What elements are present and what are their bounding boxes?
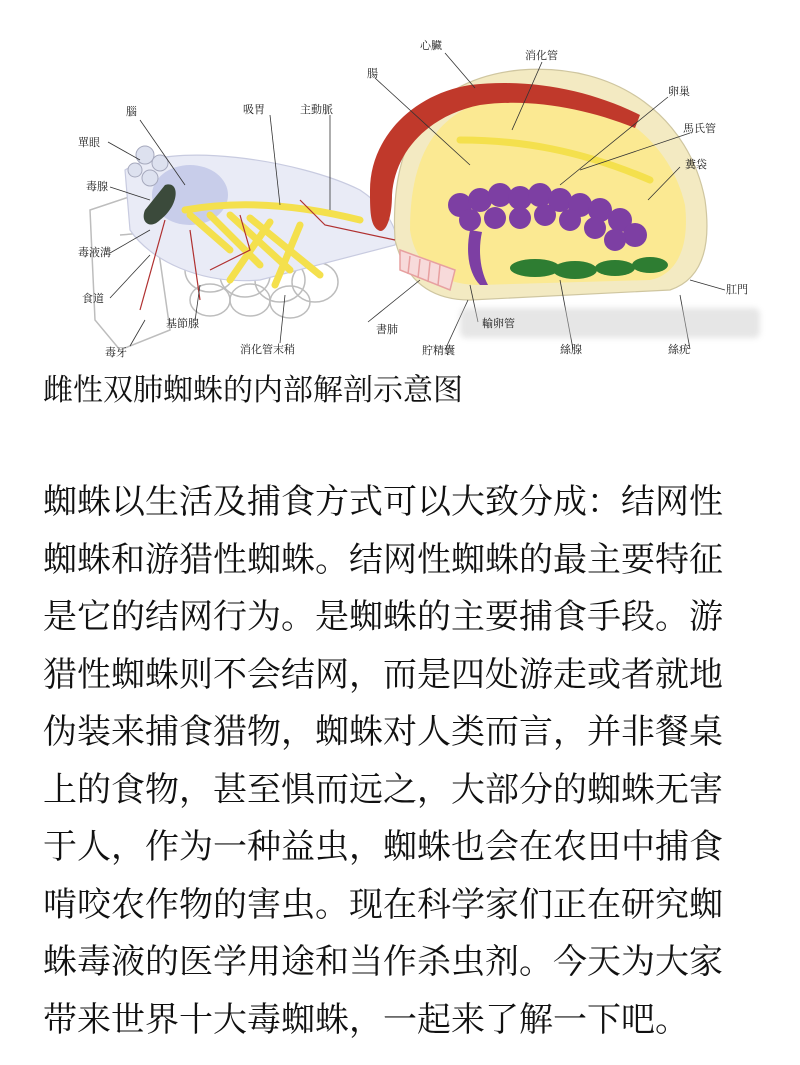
paragraph-line: 蜘蛛以生活及捕食方式可以大致分成：结网性: [43, 482, 723, 522]
label-sperm-sac: 貯精囊: [422, 344, 455, 357]
label-brain: 腦: [126, 105, 137, 118]
paragraph-line: 带来世界十大毒蜘蛛，一起来了解一下吧。: [43, 999, 689, 1040]
label-venom-duct: 毒液溝: [78, 246, 111, 259]
label-intestine: 腸: [367, 67, 378, 80]
label-esophagus: 食道: [82, 292, 104, 305]
label-heart: 心臟: [420, 39, 442, 52]
label-aorta: 主動脈: [300, 103, 333, 116]
paragraph-line: 蛛毒液的医学用途和当作杀虫剂。今天为大家: [43, 942, 723, 982]
label-stool-bag: 糞袋: [685, 158, 707, 171]
label-venom-gland: 毒腺: [86, 180, 108, 193]
paragraph-line: 是它的结网行为。是蜘蛛的主要捕食手段。游: [43, 597, 723, 637]
label-ovary: 卵巢: [668, 85, 690, 98]
figure-caption: 雌性双肺蜘蛛的内部解剖示意图: [43, 373, 463, 408]
label-digestive-end: 消化管末稍: [240, 343, 295, 356]
paragraph-line: 蜘蛛和游猎性蜘蛛。结网性蜘蛛的最主要特征: [43, 539, 723, 580]
paragraph-line: 伪装来捕食猎物，蜘蛛对人类而言，并非餐桌: [43, 712, 723, 752]
label-sucking-stomach: 吸胃: [243, 103, 265, 116]
label-malpighian-tubule: 馬氏管: [683, 122, 716, 135]
paragraph-line: 于人，作为一种益虫，蜘蛛也会在农田中捕食: [43, 827, 723, 867]
paragraph-line: 啃咬农作物的害虫。现在科学家们正在研究蜘: [43, 884, 723, 925]
label-coxal-gland: 基節腺: [166, 317, 199, 330]
label-spinneret: 絲疣: [668, 343, 690, 356]
paragraph-line: 猎性蜘蛛则不会结网，而是四处游走或者就地: [43, 654, 723, 695]
label-simple-eye: 單眼: [78, 136, 100, 149]
label-book-lung: 書肺: [376, 323, 398, 336]
label-oviduct: 輸卵管: [482, 317, 515, 330]
label-digestive-tube: 消化管: [525, 49, 558, 62]
label-silk-gland: 絲腺: [560, 343, 582, 356]
label-fang: 毒牙: [105, 346, 127, 359]
spider-anatomy-figure: [0, 0, 800, 370]
paragraph-line: 上的食物，甚至惧而远之，大部分的蜘蛛无害: [43, 769, 723, 810]
article-paragraph: [43, 474, 788, 1049]
label-anus: 肛門: [726, 283, 748, 296]
